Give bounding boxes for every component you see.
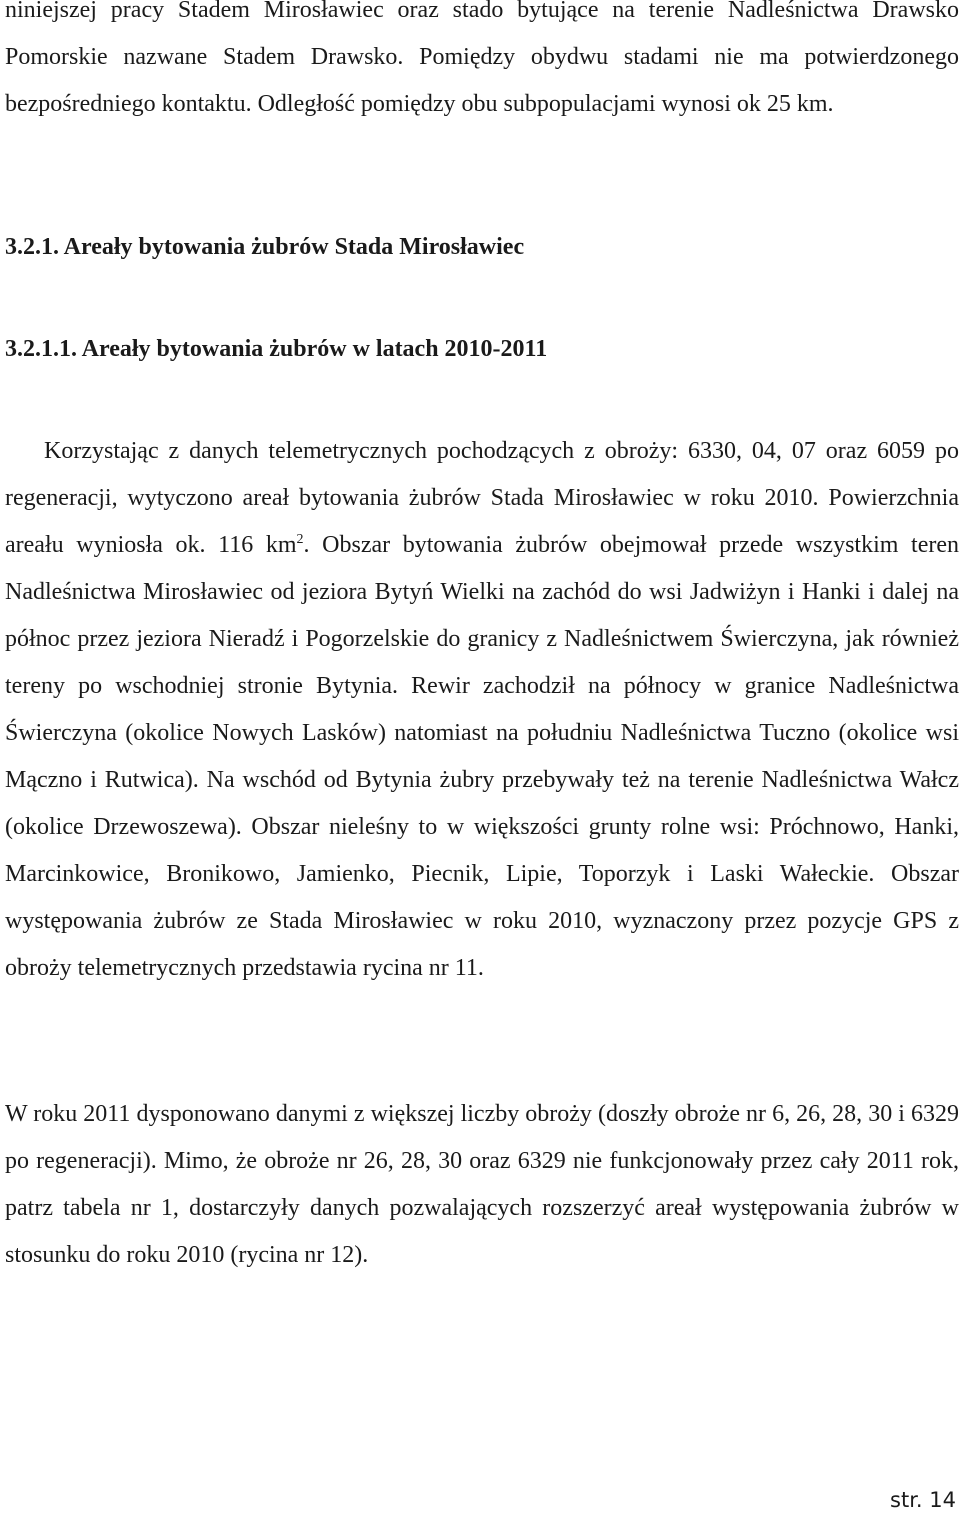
paragraph-text-end: . Obszar bytowania żubrów obejmował przede wszystkim teren Nadleśnictwa Mirosławiec od jeziora Bytyń Wielki na zachód do wsi Jadwiżyn i Hanki i dalej na północ przez jeziora Nieradź i Pogorzelskie do granicy z Nadleśnictwem Świerczyna, jak również tereny po wschodniej stronie Bytynia. Rewir zachodził na północy w granice Nadleśnictwa Świerczyna (okolice Nowych Lasków) natomiast na południu Nadleśnictwa Tuczno (okolice wsi Mączno i Rutwica). Na wschód od Bytynia żubry przebywały też na terenie Nadleśnictwa Wałcz (okolice Drzewoszewa). Obszar nieleśny to w większości grunty rolne wsi: Próchnowo, Hanki, Marcinkowice, Bronikowo, Jamienko, Piecnik, Lipie, Toporzyk i Laski Wałeckie. Obszar występowania żubrów ze Stada Mirosławiec w roku 2010, wyznaczony przez pozycje GPS z obroży telemetrycznych przedstawia rycina nr 11. [5,532,959,981]
paragraph-2011-range: W roku 2011 dysponowano danymi z większej liczby obroży (doszły obroże nr 6, 26, 28, 30 i 6329 po regeneracji). Mimo, że obroże nr 26, 28, 30 oraz 6329 nie funkcjonowały przez cały 2011 rok, patrz tabela nr 1, dostarczyły danych pozwalających rozszerzyć areał występowania żubrów w stosunku do roku 2010 (rycina nr 12). [5,1101,959,1268]
paragraph-intro: niniejszej pracy Stadem Mirosławiec oraz stado bytujące na terenie Nadleśnictwa Drawsko Pomorskie nazwane Stadem Drawsko. Pomiędzy obydwu stadami nie ma potwierdzonego bezpośredniego kontaktu. Odległość pomiędzy obu subpopulacjami wynosi ok 25 km. [5,0,959,117]
paragraph-2010-range [5,428,959,992]
superscript-2: 2 [296,532,304,547]
section-heading: 3.2.1. Areały bytowania żubrów Stada Mirosławiec [5,234,525,260]
subsection-heading: 3.2.1.1. Areały bytowania żubrów w latach 2010-2011 [5,336,548,362]
page-number: str. 14 [890,1488,956,1512]
paragraph-text-start: Korzystając z danych telemetrycznych pochodzących z obroży: 6330, 04, 07 oraz 6059 po regeneracji, wytyczono areał bytowania żubrów Stada Mirosławiec w roku 2010. Powierzchnia areału wyniosła ok. 116 km [5,438,959,558]
